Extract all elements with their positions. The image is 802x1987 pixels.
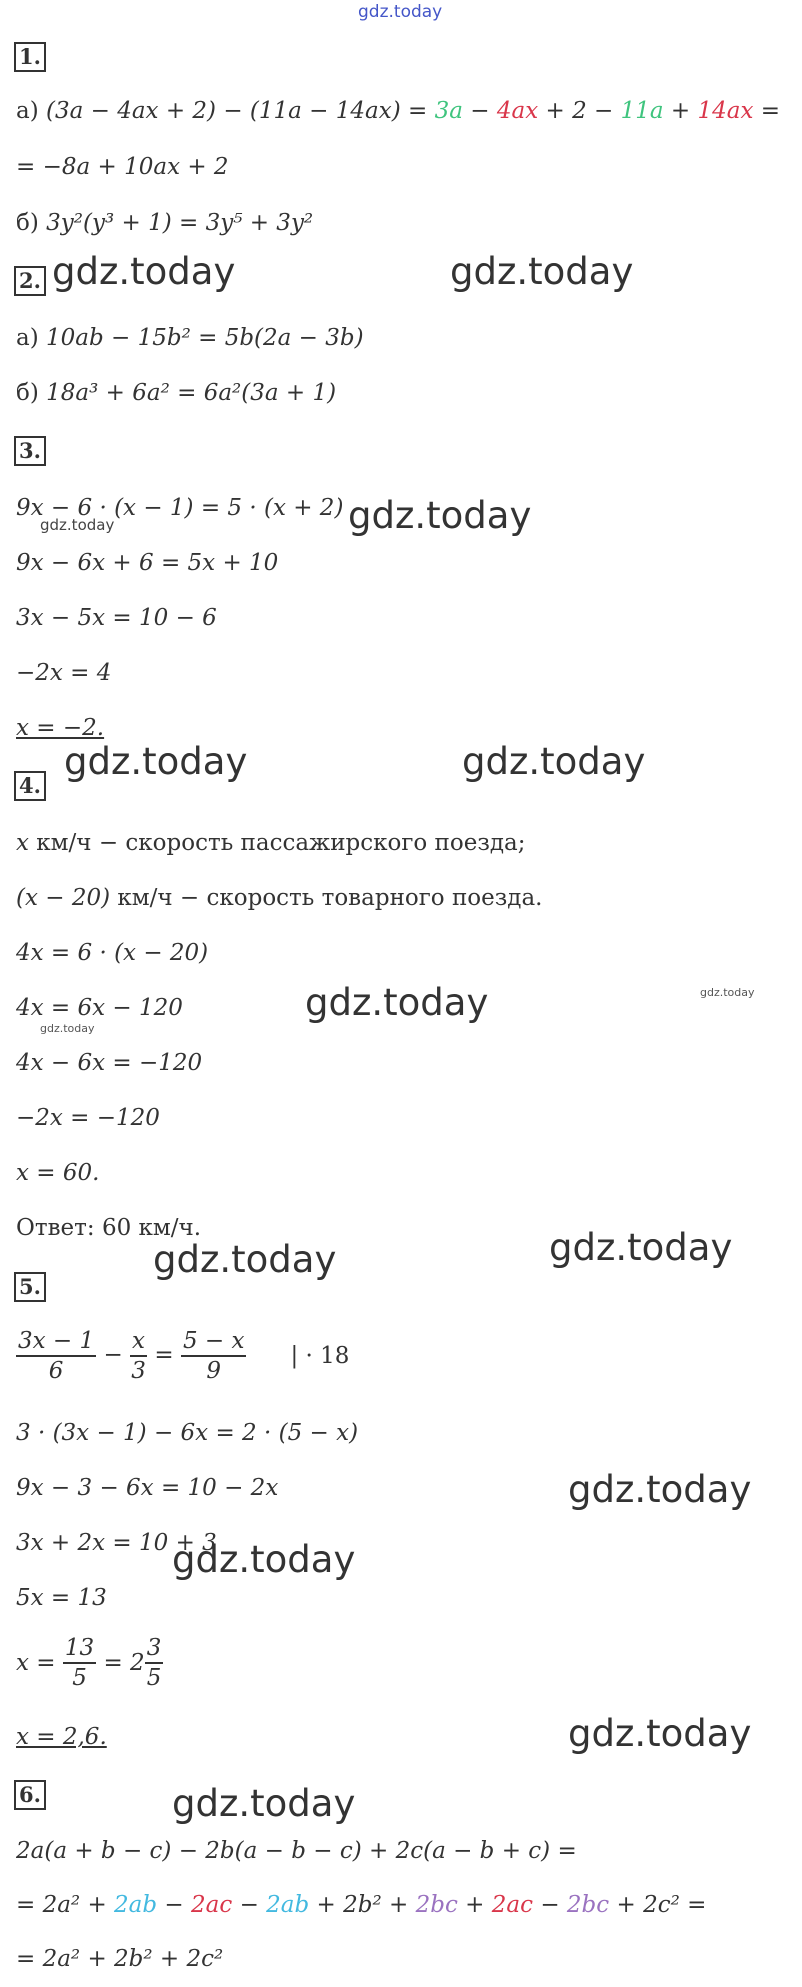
task-number-1: 1. (14, 42, 46, 72)
task1-a-end: = (753, 98, 781, 124)
task-number-3: 3. (14, 436, 46, 466)
task1-b-expr: 3y²(y³ + 1) = 3y⁵ + 3y² (46, 210, 314, 236)
task-number-6: 6. (14, 1780, 46, 1810)
task2-b-expr: 18a³ + 6a² = 6a²(3a + 1) (46, 380, 337, 406)
fraction-numerator: 13 (63, 1634, 96, 1664)
watermark: gdz.today (549, 1226, 733, 1269)
task6-term-2bc: 2bc (566, 1892, 610, 1918)
task5-equals: = (147, 1342, 181, 1368)
task4-line-6: −2x = −120 (16, 1105, 160, 1131)
task5-multiplier: | · 18 (290, 1343, 350, 1369)
fraction-numerator: 3 (145, 1634, 164, 1664)
watermark: gdz.today (568, 1468, 752, 1511)
watermark: gdz.today (348, 494, 532, 537)
task6-op: − (232, 1892, 267, 1918)
task6-line-1: 2a(a + b − c) − 2b(a − b − c) + 2c(a − b + c) = (16, 1838, 577, 1864)
task1-a-part1: (3a − 4ax + 2) − (11a − 14ax) = (46, 98, 435, 124)
watermark-small: gdz.today (700, 986, 755, 999)
watermark: gdz.today (305, 981, 489, 1024)
task1-a-term-11a: 11a (620, 98, 664, 124)
watermark: gdz.today (172, 1782, 356, 1825)
task5-answer: x = 2,6. (16, 1724, 107, 1750)
fraction-denominator: 5 (72, 1665, 87, 1691)
watermark-top: gdz.today (358, 2, 443, 22)
task1-a-term-4ax: 4ax (496, 98, 539, 124)
task3-answer: x = −2. (16, 715, 105, 741)
fraction-denominator: 9 (206, 1358, 221, 1384)
task-number-2: 2. (14, 266, 46, 296)
task4-line-1-text: км/ч − скорость пассажирского поезда; (28, 830, 526, 856)
task5-line-6 (16, 1634, 163, 1692)
watermark: gdz.today (172, 1538, 356, 1581)
task6-term-2ac: 2ac (191, 1892, 233, 1918)
task6-term-2ab: 2ab (114, 1892, 158, 1918)
task5-l6-lhs: x = (16, 1650, 63, 1676)
task5-line-3: 9x − 3 − 6x = 10 − 2x (16, 1475, 279, 1501)
task4-line-1 (16, 828, 526, 858)
task3-line-3: 3x − 5x = 10 − 6 (16, 605, 217, 631)
task5-minus: − (96, 1342, 131, 1368)
task5-fraction-3-5 (145, 1634, 164, 1692)
task4-line-2 (16, 883, 542, 913)
task1-label-b: б) (16, 210, 47, 236)
task6-line-2 (16, 1890, 706, 1920)
task1-a-term-14ax: 14ax (697, 98, 754, 124)
task6-term-2ac: 2ac (491, 1892, 534, 1918)
task6-l2-end: + 2c² = (609, 1892, 707, 1918)
task5-l6-mid: = 2 (96, 1650, 145, 1676)
watermark: gdz.today (52, 250, 236, 293)
task4-line-2-text: км/ч − скорость товарного поезда. (110, 885, 543, 911)
watermark-small: gdz.today (40, 1022, 95, 1035)
watermark: gdz.today (450, 250, 634, 293)
task4-line-5: 4x − 6x = −120 (16, 1050, 203, 1076)
fraction-denominator: 5 (146, 1665, 162, 1691)
fraction-denominator: 3 (131, 1358, 146, 1384)
task6-op: + 2b² + (309, 1892, 416, 1918)
task-number-5: 5. (14, 1272, 46, 1302)
task2-a-expr: 10ab − 15b² = 5b(2a − 3b) (46, 325, 364, 351)
task1-label-a: а) (16, 98, 46, 124)
watermark: gdz.today (462, 740, 646, 783)
task4-line-3: 4x = 6 · (x − 20) (16, 940, 209, 966)
task4-line-7: x = 60. (16, 1160, 100, 1186)
task1-a-term-3a: 3a (434, 98, 463, 124)
task1-a-op3: + (663, 98, 698, 124)
watermark: gdz.today (64, 740, 248, 783)
task3-line-2: 9x − 6x + 6 = 5x + 10 (16, 550, 279, 576)
task4-answer-label: Ответ: (16, 1215, 102, 1241)
task4-answer-value: 60 км/ч. (101, 1215, 202, 1241)
task6-op: − (533, 1892, 567, 1918)
task2-label-a: а) (16, 325, 46, 351)
task5-line-4: 3x + 2x = 10 + 3 (16, 1530, 217, 1556)
task3-line-1: 9x − 6 · (x − 1) = 5 · (x + 2) (16, 495, 344, 521)
task4-var-x: x (16, 830, 29, 856)
fraction-numerator: 3x − 1 (16, 1327, 96, 1357)
task5-line-2: 3 · (3x − 1) − 6x = 2 · (5 − x) (16, 1420, 359, 1446)
task4-line-4: 4x = 6x − 120 (16, 995, 183, 1021)
task5-fraction-1 (16, 1327, 96, 1385)
task5-equation (16, 1327, 349, 1385)
fraction-numerator: 5 − x (181, 1327, 247, 1357)
watermark: gdz.today (568, 1712, 752, 1755)
task2-line-b (16, 378, 336, 408)
task1-line-b (16, 208, 313, 238)
task1-line-a2: = −8a + 10ax + 2 (16, 154, 229, 180)
task1-a-op1: − (462, 98, 497, 124)
task6-op: − (157, 1892, 192, 1918)
task2-line-a (16, 323, 364, 353)
task1-a-op2: + 2 − (538, 98, 621, 124)
task5-fraction-2 (130, 1327, 147, 1385)
task2-label-b: б) (16, 380, 47, 406)
task6-line-3: = 2a² + 2b² + 2c² (16, 1946, 224, 1972)
task4-var-x20: (x − 20) (16, 885, 111, 911)
watermark-small: gdz.today (40, 516, 115, 534)
task6-op: + (457, 1892, 492, 1918)
task5-fraction-13-5 (63, 1634, 96, 1692)
fraction-denominator: 6 (48, 1358, 64, 1384)
task1-line-a (16, 96, 780, 126)
task6-l2-a: = 2a² + (16, 1892, 115, 1918)
task5-line-5: 5x = 13 (16, 1585, 107, 1611)
task6-term-2bc: 2bc (415, 1892, 458, 1918)
task3-line-4: −2x = 4 (16, 660, 112, 686)
task6-term-2ab: 2ab (266, 1892, 310, 1918)
fraction-numerator: x (130, 1327, 147, 1357)
task-number-4: 4. (14, 771, 46, 801)
watermark: gdz.today (153, 1238, 337, 1281)
task5-fraction-3 (181, 1327, 247, 1385)
